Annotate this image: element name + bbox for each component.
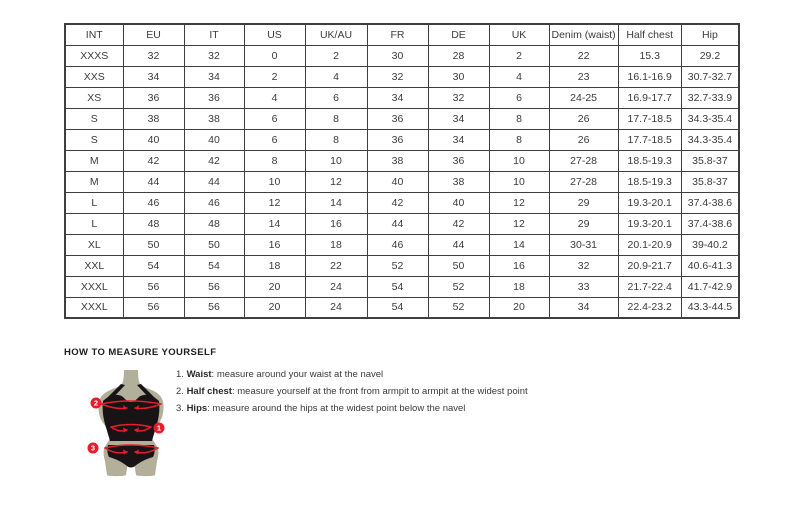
table-cell: 56 [184,276,244,297]
table-cell: 37.4-38.6 [681,192,739,213]
table-cell: 6 [305,87,367,108]
table-cell: 29 [549,192,618,213]
table-cell: 34 [428,129,489,150]
table-cell: 30 [428,66,489,87]
table-row [65,213,739,234]
table-cell: 10 [305,150,367,171]
table-cell: 37.4-38.6 [681,213,739,234]
table-cell: 50 [123,234,184,255]
table-cell: 52 [367,255,428,276]
table-cell: 54 [367,276,428,297]
table-cell: 22 [549,45,618,66]
table-cell: 16.1-16.9 [618,66,681,87]
size-chart [64,23,740,319]
table-cell: 22.4-23.2 [618,297,681,318]
step-number: 3. [176,403,187,414]
table-cell: 50 [184,234,244,255]
table-cell: 6 [244,129,305,150]
column-header: Hip [681,24,739,45]
table-cell: 32 [549,255,618,276]
table-cell: 40.6-41.3 [681,255,739,276]
table-cell: 4 [489,66,549,87]
table-row [65,234,739,255]
table-cell: 34 [123,66,184,87]
table-cell: 16 [489,255,549,276]
table-cell: 15.3 [618,45,681,66]
step-term: Waist [186,369,212,380]
table-cell: 14 [489,234,549,255]
table-cell: 20.9-21.7 [618,255,681,276]
table-cell: 34 [184,66,244,87]
table-cell: 20 [489,297,549,318]
table-cell: 20.1-20.9 [618,234,681,255]
table-cell: 12 [489,213,549,234]
table-cell: 54 [184,255,244,276]
table-cell: 30-31 [549,234,618,255]
table-cell: XXS [65,66,123,87]
measure-step [176,386,528,398]
measure-step [176,403,528,415]
table-row [65,255,739,276]
table-cell: M [65,171,123,192]
table-cell: 52 [428,276,489,297]
table-cell: 26 [549,129,618,150]
table-cell: 28 [428,45,489,66]
table-cell: 32 [428,87,489,108]
table-cell: 38 [367,150,428,171]
table-cell: 38 [428,171,489,192]
table-cell: 46 [184,192,244,213]
badge-2-number: 2 [93,398,99,408]
badge-waist [154,423,165,434]
table-cell: 20 [244,276,305,297]
table-cell: 2 [489,45,549,66]
table-cell: 18 [244,255,305,276]
table-cell: 0 [244,45,305,66]
table-cell: 21.7-22.4 [618,276,681,297]
table-cell: XS [65,87,123,108]
table-cell: L [65,192,123,213]
column-header: Denim (waist) [549,24,618,45]
table-cell: 27-28 [549,150,618,171]
step-text: : measure around the hips at the widest point below the navel [207,403,466,414]
table-cell: 54 [367,297,428,318]
table-cell: 6 [244,108,305,129]
step-term: Half chest [186,386,232,397]
table-cell: L [65,213,123,234]
table-cell: 40 [367,171,428,192]
table-cell: 8 [305,129,367,150]
table-cell: 16 [305,213,367,234]
table-cell: 41.7-42.9 [681,276,739,297]
table-cell: 32 [123,45,184,66]
table-cell: 36 [428,150,489,171]
table-cell: S [65,129,123,150]
table-cell: 18 [489,276,549,297]
table-cell: 8 [489,108,549,129]
table-cell: 35.8-37 [681,150,739,171]
table-cell: 34 [549,297,618,318]
table-cell: S [65,108,123,129]
table-cell: 10 [489,171,549,192]
table-cell: 42 [428,213,489,234]
table-cell: 42 [123,150,184,171]
table-cell: 17.7-18.5 [618,108,681,129]
table-cell: 24 [305,276,367,297]
table-cell: 8 [305,108,367,129]
table-cell: 17.7-18.5 [618,129,681,150]
table-cell: 14 [244,213,305,234]
table-cell: XL [65,234,123,255]
table-row [65,171,739,192]
table-cell: 16.9-17.7 [618,87,681,108]
table-cell: 2 [305,45,367,66]
table-row [65,108,739,129]
table-cell: 32.7-33.9 [681,87,739,108]
table-cell: 46 [123,192,184,213]
table-cell: 43.3-44.5 [681,297,739,318]
table-cell: 48 [123,213,184,234]
table-header-row [65,24,739,45]
table-cell: 34.3-35.4 [681,108,739,129]
table-cell: 39-40.2 [681,234,739,255]
table-cell: 4 [244,87,305,108]
column-header: IT [184,24,244,45]
measure-step [176,369,528,381]
table-cell: 33 [549,276,618,297]
badge-hips [88,443,99,454]
table-cell: 36 [367,108,428,129]
size-conversion-table [64,23,740,319]
table-row [65,87,739,108]
column-header: Half chest [618,24,681,45]
table-row [65,297,739,318]
column-header: DE [428,24,489,45]
table-cell: 50 [428,255,489,276]
table-cell: 18 [305,234,367,255]
table-cell: 56 [123,297,184,318]
step-term: Hips [186,403,208,414]
table-cell: 19.3-20.1 [618,192,681,213]
step-number: 2. [176,386,187,397]
table-cell: 40 [184,129,244,150]
table-cell: 34.3-35.4 [681,129,739,150]
table-row [65,45,739,66]
table-cell: 8 [244,150,305,171]
table-row [65,150,739,171]
table-row [65,66,739,87]
table-cell: 10 [244,171,305,192]
table-cell: XXXL [65,276,123,297]
table-cell: 16 [244,234,305,255]
measure-section-title: HOW TO MEASURE YOURSELF [64,347,217,358]
table-cell: 2 [244,66,305,87]
table-cell: 22 [305,255,367,276]
badge-1-number: 1 [156,423,162,433]
badge-3-number: 3 [90,443,96,453]
table-cell: 18.5-19.3 [618,150,681,171]
table-row [65,192,739,213]
table-cell: 27-28 [549,171,618,192]
table-cell: 18.5-19.3 [618,171,681,192]
step-text: : measure around your waist at the navel [211,369,384,380]
table-cell: 14 [305,192,367,213]
table-cell: 30 [367,45,428,66]
badge-half-chest [91,398,102,409]
table-cell: 4 [305,66,367,87]
table-cell: 44 [367,213,428,234]
table-cell: 46 [367,234,428,255]
mannequin-illustration [78,369,184,489]
table-cell: 12 [305,171,367,192]
table-cell: 6 [489,87,549,108]
measurement-figure [78,369,184,489]
table-cell: 34 [367,87,428,108]
table-cell: 42 [367,192,428,213]
table-cell: 44 [123,171,184,192]
table-cell: 20 [244,297,305,318]
measure-instructions [176,369,528,420]
table-cell: 42 [184,150,244,171]
table-cell: 32 [367,66,428,87]
table-cell: M [65,150,123,171]
table-cell: 44 [184,171,244,192]
table-cell: 36 [184,87,244,108]
table-cell: 56 [123,276,184,297]
step-number: 1. [176,369,187,380]
table-cell: 24-25 [549,87,618,108]
table-cell: 32 [184,45,244,66]
table-cell: 34 [428,108,489,129]
table-cell: 24 [305,297,367,318]
table-cell: 23 [549,66,618,87]
table-cell: XXL [65,255,123,276]
table-cell: 26 [549,108,618,129]
step-text: : measure yourself at the front from armpit to armpit at the widest point [231,386,528,397]
table-cell: 19.3-20.1 [618,213,681,234]
table-cell: 54 [123,255,184,276]
table-cell: 36 [123,87,184,108]
table-cell: 30.7-32.7 [681,66,739,87]
table-cell: 29 [549,213,618,234]
table-cell: 35.8-37 [681,171,739,192]
table-row [65,276,739,297]
column-header: UK/AU [305,24,367,45]
table-cell: 38 [123,108,184,129]
table-cell: XXXS [65,45,123,66]
column-header: EU [123,24,184,45]
table-cell: XXXL [65,297,123,318]
table-cell: 36 [367,129,428,150]
table-cell: 38 [184,108,244,129]
table-cell: 52 [428,297,489,318]
column-header: UK [489,24,549,45]
table-cell: 10 [489,150,549,171]
column-header: US [244,24,305,45]
table-cell: 56 [184,297,244,318]
table-cell: 44 [428,234,489,255]
table-cell: 12 [489,192,549,213]
table-cell: 8 [489,129,549,150]
table-cell: 12 [244,192,305,213]
table-cell: 40 [123,129,184,150]
table-cell: 29.2 [681,45,739,66]
column-header: FR [367,24,428,45]
table-cell: 40 [428,192,489,213]
table-cell: 48 [184,213,244,234]
column-header: INT [65,24,123,45]
table-row [65,129,739,150]
